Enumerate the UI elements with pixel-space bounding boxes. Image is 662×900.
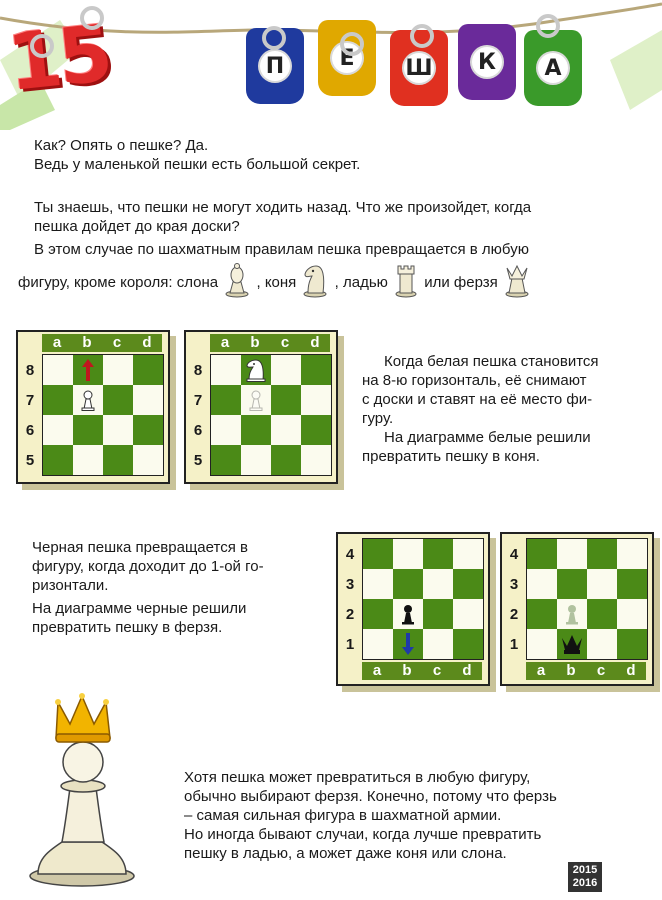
board-square	[301, 385, 331, 415]
board-square	[617, 599, 647, 629]
board-file-labels	[362, 662, 482, 680]
intro-line-2: Ведь у маленькой пешки есть большой секрет.	[34, 156, 361, 173]
file-label: d	[626, 662, 636, 679]
board-square	[527, 629, 557, 659]
board-square	[301, 445, 331, 475]
black-promotion-text	[32, 538, 322, 637]
board-square	[241, 385, 271, 415]
title-letter-5: А	[536, 51, 570, 85]
board-square	[557, 629, 587, 659]
white-text-line: на 8-ю горизонталь, её снимают	[362, 372, 587, 389]
board-square	[453, 569, 483, 599]
white-pawn-icon	[73, 385, 103, 415]
board-square	[423, 539, 453, 569]
rank-label: 8	[193, 362, 203, 379]
board-square	[103, 445, 133, 475]
closing-line: Хотя пешка может превратиться в любую фигуру,	[184, 769, 531, 786]
move-arrow-icon	[393, 629, 423, 659]
ring-icon	[410, 24, 434, 48]
black-pawn-icon	[393, 599, 423, 629]
rank-label: 2	[345, 606, 355, 623]
title-flag-4	[458, 24, 516, 100]
rank-label: 6	[25, 422, 35, 439]
board-square	[617, 539, 647, 569]
black-board-after	[500, 532, 654, 686]
move-arrow-icon	[73, 355, 103, 385]
promotion-queen-label: или ферзя	[424, 274, 498, 291]
white-text-line: На диаграмме белые решили	[384, 429, 591, 446]
board-square	[271, 445, 301, 475]
board-square	[587, 569, 617, 599]
board-square	[43, 445, 73, 475]
paragraph-moves-line-1: Ты знаешь, что пешки не могут ходить назад. Что же произойдет, когда	[34, 199, 532, 216]
knight-icon	[300, 262, 330, 303]
closing-line: пешку в ладью, а может даже коня или слона.	[184, 845, 507, 862]
year-watermark	[568, 862, 602, 892]
closing-paragraph	[184, 768, 656, 863]
promotion-rook-label: , ладью	[334, 274, 388, 291]
board-square	[557, 569, 587, 599]
file-label: a	[52, 334, 62, 351]
rank-label: 3	[345, 576, 355, 593]
board-rank-labels	[342, 540, 358, 660]
board-grid	[42, 354, 164, 476]
board-square	[241, 355, 271, 385]
queen-icon	[502, 262, 532, 303]
black-board-before	[336, 532, 490, 686]
intro-line-1: Как? Опять о пешке? Да.	[34, 137, 209, 154]
board-square	[527, 569, 557, 599]
closing-line: обычно выбирают ферзя. Конечно, потому что ферзь	[184, 788, 557, 805]
board-square	[423, 629, 453, 659]
board-square	[587, 599, 617, 629]
board-square	[133, 415, 163, 445]
ring-icon	[536, 14, 560, 38]
board-rank-labels	[190, 356, 206, 476]
board-square	[423, 599, 453, 629]
paragraph-promotion-line-1: В этом случае по шахматным правилам пешка превращается в любую	[34, 241, 529, 258]
white-text-line: гуру.	[362, 410, 394, 427]
title-letter-4: К	[470, 45, 504, 79]
closing-line: – самая сильная фигура в шахматной армии.	[184, 807, 502, 824]
board-square	[211, 415, 241, 445]
black-text-line: Черная пешка превращается в	[32, 539, 248, 556]
title-letter-3: Ш	[402, 51, 436, 85]
board-square	[617, 569, 647, 599]
board-square	[363, 539, 393, 569]
board-rank-labels	[22, 356, 38, 476]
ring-icon	[30, 34, 54, 58]
board-square	[211, 445, 241, 475]
file-label: c	[280, 334, 290, 351]
ring-icon	[80, 6, 104, 30]
board-square	[271, 385, 301, 415]
intro-paragraph	[34, 136, 654, 174]
rank-label: 5	[193, 452, 203, 469]
rank-label: 3	[509, 576, 519, 593]
board-file-labels	[42, 334, 162, 352]
board-square	[133, 445, 163, 475]
year-bottom: 2016	[572, 877, 598, 889]
board-square	[43, 385, 73, 415]
board-square	[393, 599, 423, 629]
paragraph-promotion	[34, 240, 658, 259]
board-square	[393, 629, 423, 659]
board-square	[103, 355, 133, 385]
white-text-line: превратить пешку в коня.	[362, 448, 540, 465]
board-square	[133, 385, 163, 415]
board-square	[301, 415, 331, 445]
file-label: d	[142, 334, 152, 351]
board-grid	[362, 538, 484, 660]
ghost-pawn-icon	[241, 385, 271, 415]
board-square	[43, 415, 73, 445]
board-square	[241, 445, 271, 475]
title-letter-1: П	[258, 49, 292, 83]
board-square	[363, 599, 393, 629]
board-square	[211, 385, 241, 415]
rank-label: 7	[25, 392, 35, 409]
rank-label: 8	[25, 362, 35, 379]
black-text-line: превратить пешку в ферзя.	[32, 619, 223, 636]
board-square	[133, 355, 163, 385]
white-text-line: Когда белая пешка становится	[384, 353, 599, 370]
file-label: b	[402, 662, 412, 679]
black-text-line: ризонтали.	[32, 577, 109, 594]
rank-label: 6	[193, 422, 203, 439]
board-square	[103, 385, 133, 415]
bishop-icon	[222, 262, 252, 303]
board-square	[393, 569, 423, 599]
rook-icon	[392, 262, 420, 303]
board-square	[271, 415, 301, 445]
file-label: c	[596, 662, 606, 679]
board-file-labels	[210, 334, 330, 352]
black-queen-icon	[557, 629, 587, 659]
ghost-pawn-icon	[557, 599, 587, 629]
white-text-line: с доски и ставят на её место фи-	[362, 391, 593, 408]
rank-label: 1	[345, 636, 355, 653]
board-square	[587, 539, 617, 569]
rank-label: 4	[509, 546, 519, 563]
chapter-number: 15	[3, 8, 113, 110]
board-grid	[526, 538, 648, 660]
white-promotion-text	[362, 352, 656, 466]
board-square	[393, 539, 423, 569]
paragraph-moves-line-2: пешка дойдет до края доски?	[34, 218, 240, 235]
ring-icon	[262, 26, 286, 50]
board-file-labels	[526, 662, 646, 680]
rank-label: 4	[345, 546, 355, 563]
ring-icon	[340, 32, 364, 56]
file-label: b	[82, 334, 92, 351]
board-square	[423, 569, 453, 599]
rank-label: 1	[509, 636, 519, 653]
board-rank-labels	[506, 540, 522, 660]
board-square	[73, 355, 103, 385]
board-square	[241, 415, 271, 445]
file-label: c	[432, 662, 442, 679]
crowned-pawn-illustration	[10, 690, 160, 890]
board-square	[73, 445, 103, 475]
black-text-line: фигуру, когда доходит до 1-ой го-	[32, 558, 264, 575]
white-board-after	[184, 330, 338, 484]
board-square	[103, 415, 133, 445]
board-square	[363, 629, 393, 659]
board-square	[211, 355, 241, 385]
rank-label: 5	[25, 452, 35, 469]
board-square	[453, 539, 483, 569]
paragraph-moves	[34, 198, 658, 236]
promotion-knight-label: , коня	[256, 274, 297, 291]
file-label: c	[112, 334, 122, 351]
board-grid	[210, 354, 332, 476]
board-square	[73, 385, 103, 415]
board-square	[617, 629, 647, 659]
white-board-before	[16, 330, 170, 484]
board-square	[587, 629, 617, 659]
year-top: 2015	[572, 864, 598, 876]
title-flag-2	[318, 20, 376, 96]
board-square	[73, 415, 103, 445]
file-label: a	[372, 662, 382, 679]
board-square	[527, 539, 557, 569]
board-square	[453, 599, 483, 629]
rank-label: 7	[193, 392, 203, 409]
file-label: b	[566, 662, 576, 679]
black-text-line: На диаграмме черные решили	[32, 600, 247, 617]
board-square	[453, 629, 483, 659]
file-label: d	[310, 334, 320, 351]
promotion-pieces-line	[18, 262, 658, 302]
file-label: b	[250, 334, 260, 351]
board-square	[557, 539, 587, 569]
board-square	[363, 569, 393, 599]
board-square	[301, 355, 331, 385]
file-label: d	[462, 662, 472, 679]
board-square	[527, 599, 557, 629]
white-knight-icon	[241, 355, 271, 385]
board-square	[271, 355, 301, 385]
rank-label: 2	[509, 606, 519, 623]
promotion-prefix: фигуру, кроме короля: слона	[18, 274, 219, 291]
closing-line: Но иногда бывают случаи, когда лучше превратить	[184, 826, 542, 843]
board-square	[557, 599, 587, 629]
file-label: a	[536, 662, 546, 679]
title-letter-2: Е	[330, 41, 364, 75]
board-square	[43, 355, 73, 385]
file-label: a	[220, 334, 230, 351]
title-flag-5	[524, 30, 582, 106]
